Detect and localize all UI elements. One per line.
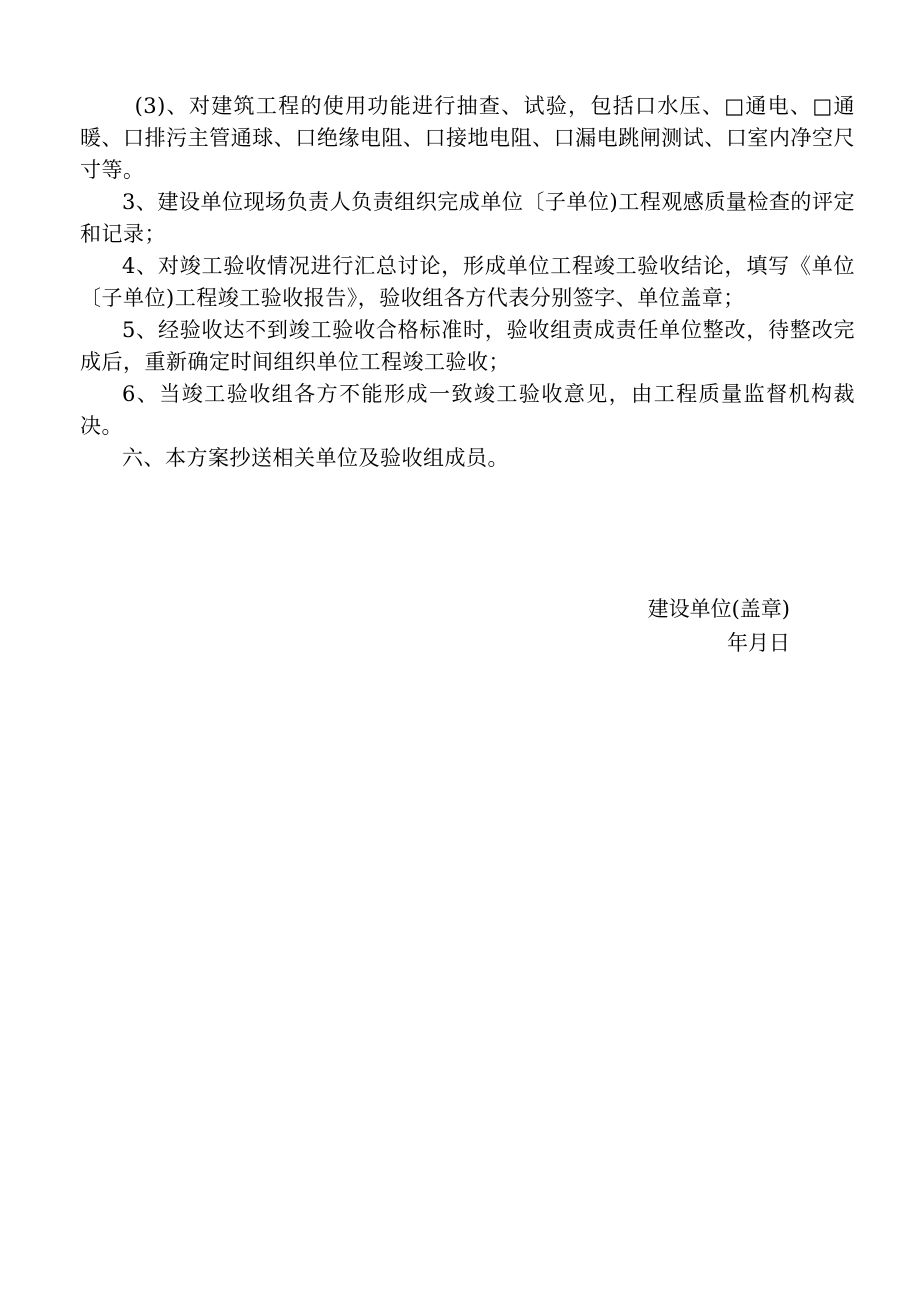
signature-date: 年月日 [727,631,790,655]
signature-block [560,592,790,660]
paragraph-arbitration: 6、当竣工验收组各方不能形成一致竣工验收意见，由工程质量监督机构裁决。 [80,382,855,438]
paragraph-distribution: 六、本方案抄送相关单位及验收组成员。 [122,446,509,470]
paragraph-rectification: 5、经验收达不到竣工验收合格标准时，验收组责成责任单位整改，待整改完成后，重新确定时间组织单位工程竣工验收； [80,318,855,374]
paragraph-functional-check: (3)、对建筑工程的使用功能进行抽查、试验，包括口水压、□通电、□通暖、口排污主管通球、口绝缘电阻、口接地电阻、口漏电跳闸测试、口室内净空尺寸等。 [80,94,855,182]
signature-unit: 建设单位(盖章) [647,597,790,621]
document-body [80,90,855,474]
paragraph-appearance-quality: 3、建设单位现场负责人负责组织完成单位〔子单位)工程观感质量检查的评定和记录； [80,190,855,246]
paragraph-acceptance-conclusion: 4、对竣工验收情况进行汇总讨论，形成单位工程竣工验收结论，填写《单位〔子单位)工程竣工验收报告》，验收组各方代表分别签字、单位盖章； [80,254,855,310]
